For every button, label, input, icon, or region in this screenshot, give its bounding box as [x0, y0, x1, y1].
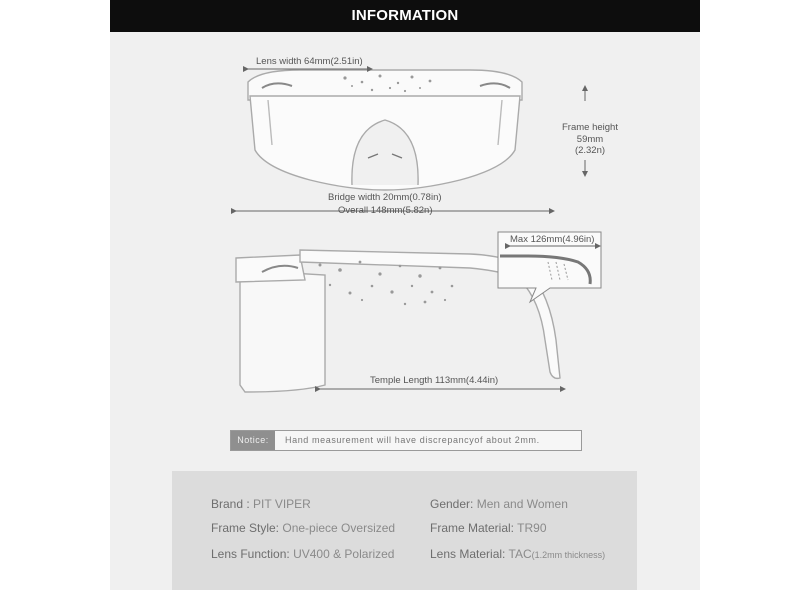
spec-brand	[211, 497, 311, 511]
spec-gender	[430, 497, 568, 511]
spec-frame-material-key: Frame Material:	[430, 521, 515, 535]
lens-width-label: Lens width 64mm(2.51in)	[256, 56, 363, 67]
spec-frame-style-value: One-piece Oversized	[282, 521, 396, 535]
front-view-glasses	[248, 70, 522, 190]
spec-frame-material	[430, 521, 547, 535]
spec-lens-material-key: Lens Material:	[430, 547, 506, 561]
temple-length-label: Temple Length 113mm(4.44in)	[370, 375, 499, 386]
spec-gender-value: Men and Women	[476, 497, 568, 511]
notice-text: Hand measurement will have discrepancyof about 2mm.	[285, 435, 540, 445]
spec-lens-function-key: Lens Function:	[211, 547, 290, 561]
frame-height-label-3: (2.32n)	[574, 145, 606, 156]
spec-frame-style-key: Frame Style:	[211, 521, 280, 535]
page-title: INFORMATION	[110, 0, 700, 32]
spec-lens-material-note: (1.2mm thickness)	[531, 550, 606, 560]
frame-height-label-1: Frame height	[562, 122, 618, 133]
spec-brand-value: PIT VIPER	[253, 497, 311, 511]
spec-lens-material-value: TAC	[508, 547, 532, 561]
spec-gender-key: Gender:	[430, 497, 474, 511]
frame-height-label-2: 59mm	[576, 134, 604, 145]
max-length-label: Max 126mm(4.96in)	[510, 234, 595, 245]
spec-brand-key: Brand :	[211, 497, 250, 511]
spec-frame-material-value: TR90	[517, 521, 547, 535]
bridge-width-label: Bridge width 20mm(0.78in)	[328, 192, 442, 203]
notice-tag: Notice:	[231, 431, 275, 450]
spec-lens-function-value: UV400 & Polarized	[293, 547, 395, 561]
notice-bar	[230, 430, 582, 451]
overall-label: Overall 148mm(5.82n)	[338, 205, 433, 216]
spec-lens-material	[430, 547, 605, 561]
spec-lens-function	[211, 547, 394, 561]
spec-frame-style	[211, 521, 395, 535]
